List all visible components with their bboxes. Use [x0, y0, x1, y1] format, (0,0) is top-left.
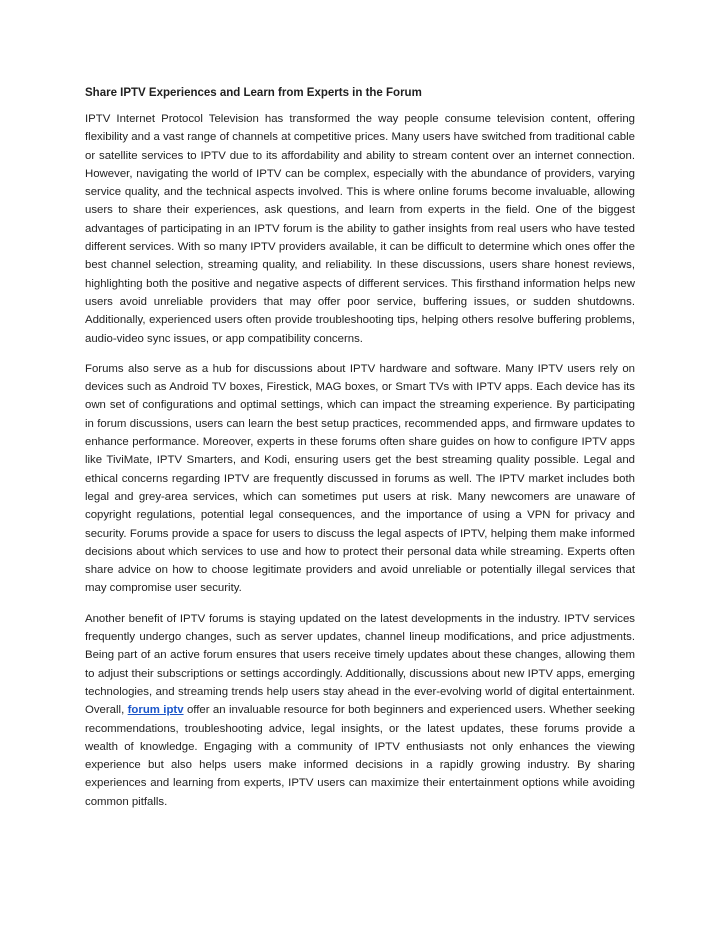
paragraph-2: Forums also serve as a hub for discussions about IPTV hardware and software. Many IPTV users rely on devices such as Android TV boxes, Firestick, MAG boxes, or Smart TVs with IPTV apps. Each device has its own set of configurations and optimal settings, which can impact the streaming experience. By participating in forum discussions, users can learn the best setup practices, recommended apps, and firmware updates to enhance performance. Moreover, experts in these forums often share guides on how to configure IPTV apps like TiviMate, IPTV Smarters, and Kodi, ensuring users get the best streaming quality possible. Legal and ethical concerns regarding IPTV are frequently discussed in forums as well. The IPTV market includes both legal and grey-area services, which can sometimes put users at risk. Many newcomers are unaware of copyright regulations, potential legal consequences, and the importance of using a VPN for privacy and security. Forums provide a space for users to discuss the legal aspects of IPTV, helping them make informed decisions about which services to use and how to protect their personal data while streaming. Experts often share advice on how to choose legitimate providers and avoid unreliable or potentially illegal services that may compromise user security.: [85, 362, 635, 595]
paragraph-3: [85, 610, 635, 811]
document-title: Share IPTV Experiences and Learn from Experts in the Forum: [85, 87, 422, 99]
forum-iptv-link[interactable]: forum iptv: [127, 704, 184, 717]
paragraph-3-text-after-link: offer an invaluable resource for both beginners and experienced users. Whether seeking recommendations, troubleshooting advice, legal insights, or the latest updates, these forums provide a wealth of knowledge. Engaging with a community of IPTV enthusiasts not only enhances the viewing experience but also helps users make informed decisions in a rapidly growing industry. By sharing experiences and learning from experts, IPTV users can maximize their entertainment options while avoiding common pitfalls.: [85, 704, 635, 808]
document-page: [85, 84, 635, 823]
paragraph-3-text-before-link: Another benefit of IPTV forums is staying updated on the latest developments in the industry. IPTV services frequently undergo changes, such as server updates, channel lineup modifications, and price adjustments. Being part of an active forum ensures that users receive timely updates about these changes, allowing them to adjust their subscriptions or settings accordingly. Additionally, discussions about new IPTV apps, emerging technologies, and streaming trends help users stay ahead in the ever-evolving world of digital entertainment. Overall,: [85, 612, 635, 717]
paragraph-1: IPTV Internet Protocol Television has transformed the way people consume television content, offering flexibility and a vast range of channels at competitive prices. Many users have switched from traditional cable or satellite services to IPTV due to its affordability and ability to stream content over an internet connection. However, navigating the world of IPTV can be complex, especially with the abundance of providers, varying service quality, and the technical aspects involved. This is where online forums become invaluable, allowing users to share their experiences, ask questions, and learn from experts in the field. One of the biggest advantages of participating in an IPTV forum is the ability to gather insights from real users who have tested different services. With so many IPTV providers available, it can be difficult to determine which ones offer the best channel selection, streaming quality, and reliability. In these discussions, users share honest reviews, highlighting both the positive and negative aspects of different services. This firsthand information helps new users avoid unreliable providers that may offer poor service, buffering issues, or sudden shutdowns. Additionally, experienced users often provide troubleshooting tips, helping others resolve buffering problems, audio-video sync issues, or app compatibility concerns.: [85, 113, 635, 345]
